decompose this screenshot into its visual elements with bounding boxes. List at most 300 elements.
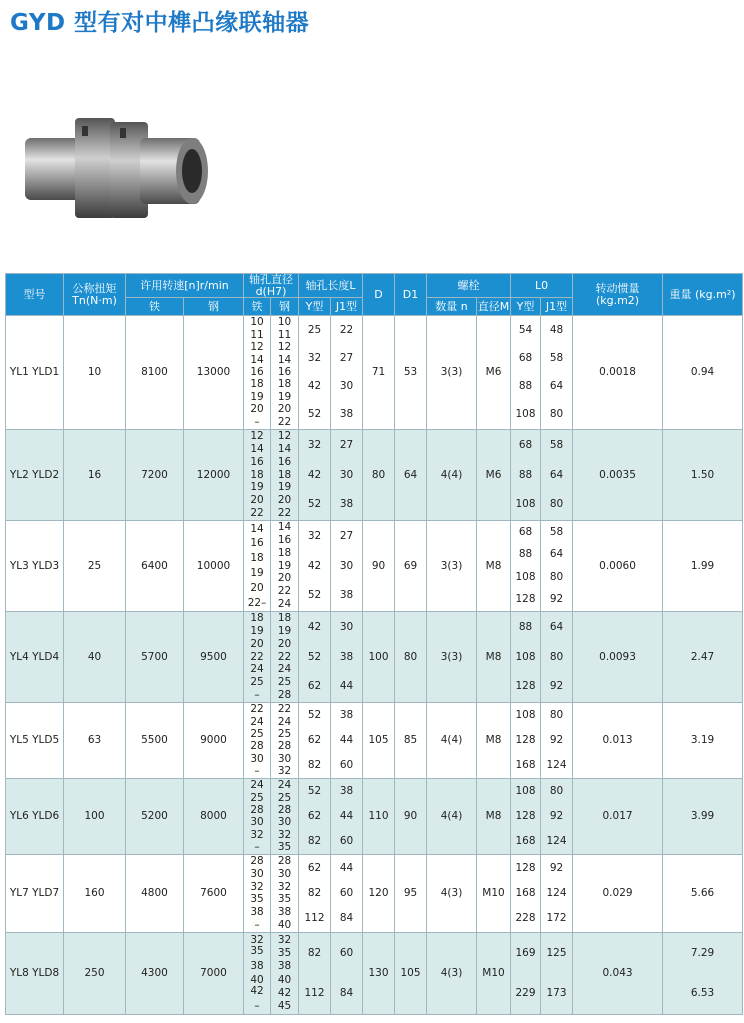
len-y-cell-value: 62 bbox=[307, 734, 322, 747]
speed-iron-cell: 8100 bbox=[126, 316, 184, 430]
l0-y-cell bbox=[511, 316, 541, 430]
bore-steel-cell-value: 20 bbox=[277, 493, 292, 506]
bore-iron-cell-value: 18 bbox=[250, 468, 264, 481]
table-row bbox=[6, 703, 743, 779]
bore-steel-cell-value: 35 bbox=[277, 947, 292, 960]
table-row bbox=[6, 316, 743, 430]
len-y-cell-value: 82 bbox=[307, 758, 322, 771]
bore-iron-cell-value: 14 bbox=[250, 353, 264, 366]
bore-iron-cell bbox=[244, 430, 271, 521]
bore-steel-cell-value: 22 bbox=[277, 650, 292, 663]
bore-iron-cell-value: 24 bbox=[250, 715, 264, 728]
l0-y-cell bbox=[511, 703, 541, 779]
speed-iron-cell: 7200 bbox=[126, 430, 184, 521]
d-cell: 90 bbox=[363, 521, 395, 612]
l0-y-cell-value: 88 bbox=[518, 620, 533, 633]
l0-y-cell-value: 68 bbox=[518, 352, 533, 365]
len-j1-cell-value: 84 bbox=[339, 987, 354, 1000]
bore-iron-cell-value: 20 bbox=[250, 637, 264, 650]
bore-steel-cell-value: 35 bbox=[277, 840, 292, 853]
bore-steel-cell-value: 30 bbox=[277, 752, 292, 765]
len-y-cell-value: 42 bbox=[307, 559, 322, 572]
len-j1-cell-value: 44 bbox=[339, 810, 354, 823]
l0-y-cell bbox=[511, 855, 541, 933]
col-len-j1: J1型 bbox=[331, 298, 363, 316]
bore-steel-cell-value: 11 bbox=[277, 328, 292, 341]
l0-y-cell bbox=[511, 430, 541, 521]
col-d: D bbox=[363, 274, 395, 316]
bore-steel-cell-value: 32 bbox=[277, 828, 292, 841]
len-j1-cell-value: 60 bbox=[339, 834, 354, 847]
col-bolt-qty: 数量 n bbox=[427, 298, 477, 316]
bore-iron-cell-value: 32 35 bbox=[250, 934, 264, 958]
col-bolt: 螺栓 bbox=[427, 274, 511, 298]
model-cell: YL2 YLD2 bbox=[6, 430, 64, 521]
len-y-cell-value: 52 bbox=[307, 498, 322, 511]
bore-iron-cell-value: 19 bbox=[250, 481, 264, 494]
model-cell: YL5 YLD5 bbox=[6, 703, 64, 779]
l0-j1-cell-value: 124 bbox=[546, 758, 567, 771]
l0-y-cell-value: 128 bbox=[515, 861, 536, 874]
l0-y-cell-value: 88 bbox=[518, 548, 533, 561]
l0-j1-cell bbox=[541, 521, 573, 612]
len-j1-cell bbox=[331, 779, 363, 855]
len-j1-cell-value: 38 bbox=[339, 408, 354, 421]
bore-iron-cell-value: 14 bbox=[250, 443, 264, 456]
len-j1-cell-value: 44 bbox=[339, 861, 354, 874]
l0-j1-cell-value: 80 bbox=[549, 570, 564, 583]
l0-y-cell-value: 88 bbox=[518, 468, 533, 481]
spec-table bbox=[5, 273, 743, 1015]
l0-j1-cell-value: 58 bbox=[549, 352, 564, 365]
len-y-cell-value: 62 bbox=[307, 810, 322, 823]
bore-steel-cell-value: 32 bbox=[277, 764, 292, 777]
col-speed-steel: 钢 bbox=[184, 298, 244, 316]
bore-iron-cell bbox=[244, 779, 271, 855]
bore-steel-cell-value: 24 bbox=[277, 715, 292, 728]
bore-steel-cell-value: 10 bbox=[277, 316, 292, 329]
bore-iron-cell-value: 28 bbox=[250, 803, 264, 816]
col-l0: L0 bbox=[511, 274, 573, 298]
bore-iron-cell-value: 30 bbox=[250, 752, 264, 765]
inertia-cell: 0.043 bbox=[573, 933, 663, 1015]
len-j1-cell-value: 27 bbox=[339, 352, 354, 365]
col-bore-iron: 铁 bbox=[244, 298, 271, 316]
len-j1-cell-value: 60 bbox=[339, 887, 354, 900]
col-speed: 许用转速[n]r/min bbox=[126, 274, 244, 298]
weight-cell: 3.19 bbox=[663, 703, 743, 779]
l0-y-cell-value: 108 bbox=[515, 570, 536, 583]
bore-iron-cell-value: – bbox=[254, 999, 260, 1012]
len-y-cell bbox=[299, 703, 331, 779]
len-j1-cell-value: 38 bbox=[339, 498, 354, 511]
bore-steel-cell-value: 14 bbox=[277, 443, 292, 456]
bore-iron-cell-value: 14 bbox=[250, 522, 264, 535]
bore-iron-cell-value: 25 bbox=[250, 791, 264, 804]
l0-y-cell-value: 108 bbox=[515, 785, 536, 798]
bore-steel-cell-value: 25 bbox=[277, 727, 292, 740]
bore-iron-cell-value: 20 bbox=[250, 493, 264, 506]
inertia-cell: 0.0018 bbox=[573, 316, 663, 430]
len-y-cell-value: 52 bbox=[307, 650, 322, 663]
torque-cell: 250 bbox=[64, 933, 126, 1015]
bore-iron-cell bbox=[244, 933, 271, 1015]
inertia-cell: 0.0093 bbox=[573, 612, 663, 703]
len-y-cell-value: 42 bbox=[307, 380, 322, 393]
len-j1-cell-value: 38 bbox=[339, 650, 354, 663]
table-row bbox=[6, 521, 743, 612]
model-cell: YL1 YLD1 bbox=[6, 316, 64, 430]
bore-iron-cell-value: 32 bbox=[250, 828, 264, 841]
model-cell: YL7 YLD7 bbox=[6, 855, 64, 933]
l0-y-cell-value: 128 bbox=[515, 810, 536, 823]
torque-cell: 10 bbox=[64, 316, 126, 430]
inertia-cell: 0.0060 bbox=[573, 521, 663, 612]
len-y-cell bbox=[299, 430, 331, 521]
len-y-cell-value: 25 bbox=[307, 324, 322, 337]
l0-j1-cell-value: 64 bbox=[549, 468, 564, 481]
len-j1-cell bbox=[331, 703, 363, 779]
l0-j1-cell-value: 80 bbox=[549, 785, 564, 798]
bore-iron-cell-value: 35 bbox=[250, 893, 264, 906]
bore-steel-cell-value: 24 bbox=[277, 779, 292, 792]
len-j1-cell-value: 38 bbox=[339, 785, 354, 798]
speed-iron-cell: 4800 bbox=[126, 855, 184, 933]
d-cell: 110 bbox=[363, 779, 395, 855]
len-y-cell bbox=[299, 855, 331, 933]
speed-steel-cell: 12000 bbox=[184, 430, 244, 521]
len-y-cell-value: 52 bbox=[307, 785, 322, 798]
l0-j1-cell bbox=[541, 430, 573, 521]
len-y-cell-value: 42 bbox=[307, 468, 322, 481]
bore-steel-cell-value: 22 bbox=[277, 415, 292, 428]
l0-j1-cell-value: 64 bbox=[549, 380, 564, 393]
l0-j1-cell-value: 124 bbox=[546, 834, 567, 847]
bore-iron-cell-value: 11 bbox=[250, 328, 264, 341]
len-y-cell-value: 52 bbox=[307, 408, 322, 421]
model-cell: YL3 YLD3 bbox=[6, 521, 64, 612]
len-j1-cell-value: 27 bbox=[339, 438, 354, 451]
d1-cell: 53 bbox=[395, 316, 427, 430]
bore-steel-cell-value: 28 bbox=[277, 688, 292, 701]
bolt-dia-cell: M8 bbox=[477, 703, 511, 779]
l0-y-cell-value: 128 bbox=[515, 734, 536, 747]
len-j1-cell bbox=[331, 316, 363, 430]
torque-cell: 16 bbox=[64, 430, 126, 521]
bolt-qty-cell: 4(4) bbox=[427, 703, 477, 779]
bore-steel-cell-value: 12 bbox=[277, 341, 292, 354]
bore-iron-cell bbox=[244, 855, 271, 933]
len-y-cell-value: 62 bbox=[307, 680, 322, 693]
bore-iron-cell-value: 19 bbox=[250, 566, 264, 579]
col-l0-y: Y型 bbox=[511, 298, 541, 316]
l0-j1-cell-value: 173 bbox=[546, 987, 567, 1000]
d-cell: 80 bbox=[363, 430, 395, 521]
bore-steel-cell-value: 18 bbox=[277, 546, 292, 559]
bore-steel-cell-value: 28 bbox=[277, 740, 292, 753]
bore-iron-cell bbox=[244, 703, 271, 779]
table-row bbox=[6, 933, 743, 1015]
bore-iron-cell-value: 22 bbox=[250, 650, 264, 663]
len-j1-cell bbox=[331, 933, 363, 1015]
len-y-cell-value: 52 bbox=[307, 589, 322, 602]
l0-y-cell-value: 228 bbox=[515, 912, 536, 925]
bore-iron-cell-value: 22 bbox=[250, 703, 264, 716]
d-cell: 71 bbox=[363, 316, 395, 430]
bore-iron-cell-value: 40 42 bbox=[250, 974, 264, 998]
bolt-qty-cell: 3(3) bbox=[427, 612, 477, 703]
bore-iron-cell-value: 16 bbox=[250, 455, 264, 468]
bore-iron-cell-value: 20 bbox=[250, 403, 264, 416]
bolt-qty-cell: 3(3) bbox=[427, 316, 477, 430]
bore-steel-cell-value: 18 bbox=[277, 378, 292, 391]
inertia-cell: 0.013 bbox=[573, 703, 663, 779]
speed-iron-cell: 5500 bbox=[126, 703, 184, 779]
bore-steel-cell-value: 25 bbox=[277, 791, 292, 804]
weight-cell: 5.66 bbox=[663, 855, 743, 933]
len-y-cell bbox=[299, 779, 331, 855]
bore-steel-cell-value: 19 bbox=[277, 390, 292, 403]
l0-y-cell-value: 128 bbox=[515, 592, 536, 605]
l0-j1-cell-value: 92 bbox=[549, 592, 564, 605]
l0-y-cell-value: 108 bbox=[515, 498, 536, 511]
d1-cell: 80 bbox=[395, 612, 427, 703]
bore-steel-cell-value: 38 bbox=[277, 906, 292, 919]
bolt-dia-cell: M8 bbox=[477, 521, 511, 612]
l0-y-cell-value: 108 bbox=[515, 408, 536, 421]
l0-j1-cell-value: 80 bbox=[549, 709, 564, 722]
d1-cell: 95 bbox=[395, 855, 427, 933]
bore-iron-cell-value: – bbox=[254, 688, 260, 701]
bolt-dia-cell: M6 bbox=[477, 430, 511, 521]
weight-value: 7.29 bbox=[690, 947, 715, 960]
len-y-cell-value: 82 bbox=[307, 834, 322, 847]
l0-j1-cell-value: 64 bbox=[549, 620, 564, 633]
col-bore: 轴孔直径 d(H7) bbox=[244, 274, 299, 298]
l0-y-cell-value: 108 bbox=[515, 650, 536, 663]
l0-j1-cell-value: 92 bbox=[549, 734, 564, 747]
bore-steel-cell bbox=[271, 612, 299, 703]
len-y-cell bbox=[299, 933, 331, 1015]
bore-steel-cell-value: 38 bbox=[277, 960, 292, 973]
bore-iron-cell-value: 12 bbox=[250, 430, 264, 443]
col-length: 轴孔长度L bbox=[299, 274, 363, 298]
l0-j1-cell bbox=[541, 933, 573, 1015]
col-model: 型号 bbox=[6, 274, 64, 316]
bore-iron-cell-value: 16 bbox=[250, 366, 264, 379]
l0-y-cell bbox=[511, 521, 541, 612]
bore-iron-cell-value: 18 bbox=[250, 552, 264, 565]
torque-cell: 160 bbox=[64, 855, 126, 933]
l0-y-cell-value: 128 bbox=[515, 680, 536, 693]
bolt-dia-cell: M10 bbox=[477, 933, 511, 1015]
bore-iron-cell-value: 28 bbox=[250, 855, 264, 868]
bore-steel-cell-value: 18 bbox=[277, 468, 292, 481]
bore-steel-cell-value: 40 bbox=[277, 918, 292, 931]
table-row bbox=[6, 779, 743, 855]
bore-steel-cell-value: 35 bbox=[277, 893, 292, 906]
d1-cell: 64 bbox=[395, 430, 427, 521]
bore-steel-cell-value: 22 bbox=[277, 506, 292, 519]
model-cell: YL6 YLD6 bbox=[6, 779, 64, 855]
l0-y-cell-value: 168 bbox=[515, 834, 536, 847]
bore-steel-cell bbox=[271, 703, 299, 779]
len-j1-cell-value: 38 bbox=[339, 589, 354, 602]
len-j1-cell bbox=[331, 430, 363, 521]
bore-steel-cell-value: 24 bbox=[277, 597, 292, 610]
bore-iron-cell-value: 28 bbox=[250, 740, 264, 753]
len-j1-cell bbox=[331, 521, 363, 612]
l0-j1-cell-value: 48 bbox=[549, 324, 564, 337]
len-y-cell-value: 82 bbox=[307, 887, 322, 900]
bore-iron-cell-value: 38 bbox=[250, 959, 264, 972]
len-j1-cell-value: 30 bbox=[339, 559, 354, 572]
d-cell: 105 bbox=[363, 703, 395, 779]
bore-iron-cell-value: 32 bbox=[250, 880, 264, 893]
bore-steel-cell bbox=[271, 521, 299, 612]
bore-steel-cell bbox=[271, 779, 299, 855]
d-cell: 120 bbox=[363, 855, 395, 933]
len-y-cell-value: 52 bbox=[307, 709, 322, 722]
len-j1-cell-value: 44 bbox=[339, 734, 354, 747]
bore-iron-cell-value: – bbox=[254, 840, 260, 853]
bore-iron-cell-value: – bbox=[254, 764, 260, 777]
bore-steel-cell-value: 45 bbox=[277, 1000, 292, 1013]
torque-cell: 40 bbox=[64, 612, 126, 703]
bore-steel-cell bbox=[271, 316, 299, 430]
l0-j1-cell-value: 124 bbox=[546, 887, 567, 900]
col-inertia: 转动惯量 (kg.m2) bbox=[573, 274, 663, 316]
weight-cell: 2.47 bbox=[663, 612, 743, 703]
inertia-cell: 0.029 bbox=[573, 855, 663, 933]
col-bolt-dia: 直径M bbox=[477, 298, 511, 316]
speed-steel-cell: 7600 bbox=[184, 855, 244, 933]
inertia-cell: 0.0035 bbox=[573, 430, 663, 521]
bore-iron-cell-value: 30 bbox=[250, 816, 264, 829]
len-j1-cell-value: 38 bbox=[339, 709, 354, 722]
bore-steel-cell bbox=[271, 855, 299, 933]
len-y-cell bbox=[299, 316, 331, 430]
bore-iron-cell-value: 38 bbox=[250, 906, 264, 919]
bore-steel-cell-value: 14 bbox=[277, 353, 292, 366]
bore-iron-cell-value: 22 bbox=[250, 506, 264, 519]
bore-steel-cell-value: 16 bbox=[277, 366, 292, 379]
bore-steel-cell-value: 18 bbox=[277, 612, 292, 625]
l0-y-cell-value: 168 bbox=[515, 887, 536, 900]
bore-steel-cell-value: 19 bbox=[277, 559, 292, 572]
bore-iron-cell-value: 20 bbox=[250, 581, 264, 594]
len-j1-cell-value: 30 bbox=[339, 620, 354, 633]
l0-j1-cell-value: 64 bbox=[549, 548, 564, 561]
bolt-qty-cell: 3(3) bbox=[427, 521, 477, 612]
len-y-cell-value: 112 bbox=[304, 987, 325, 1000]
col-speed-iron: 铁 bbox=[126, 298, 184, 316]
l0-y-cell bbox=[511, 779, 541, 855]
speed-iron-cell: 5200 bbox=[126, 779, 184, 855]
l0-y-cell bbox=[511, 612, 541, 703]
weight-cell: 3.99 bbox=[663, 779, 743, 855]
l0-j1-cell bbox=[541, 703, 573, 779]
bore-steel-cell-value: 16 bbox=[277, 534, 292, 547]
bore-iron-cell-value: 19 bbox=[250, 625, 264, 638]
l0-j1-cell-value: 58 bbox=[549, 526, 564, 539]
speed-iron-cell: 4300 bbox=[126, 933, 184, 1015]
page-title: GYD 型有对中榫凸缘联轴器 bbox=[10, 10, 310, 36]
col-len-y: Y型 bbox=[299, 298, 331, 316]
l0-j1-cell-value: 80 bbox=[549, 408, 564, 421]
bore-iron-cell-value: 25 bbox=[250, 675, 264, 688]
bore-steel-cell-value: 19 bbox=[277, 481, 292, 494]
len-j1-cell-value: 22 bbox=[339, 324, 354, 337]
speed-iron-cell: 6400 bbox=[126, 521, 184, 612]
model-cell: YL4 YLD4 bbox=[6, 612, 64, 703]
len-j1-cell-value: 30 bbox=[339, 380, 354, 393]
l0-j1-cell-value: 125 bbox=[546, 947, 567, 960]
bore-iron-cell-value: 19 bbox=[250, 390, 264, 403]
d-cell: 130 bbox=[363, 933, 395, 1015]
bore-iron-cell bbox=[244, 521, 271, 612]
speed-steel-cell: 7000 bbox=[184, 933, 244, 1015]
bore-steel-cell-value: 28 bbox=[277, 803, 292, 816]
bore-iron-cell bbox=[244, 612, 271, 703]
bore-steel-cell bbox=[271, 430, 299, 521]
len-y-cell-value: 32 bbox=[307, 438, 322, 451]
bore-steel-cell bbox=[271, 933, 299, 1015]
d1-cell: 69 bbox=[395, 521, 427, 612]
l0-y-cell-value: 88 bbox=[518, 380, 533, 393]
bore-iron-cell-value: 25 bbox=[250, 727, 264, 740]
l0-y-cell bbox=[511, 933, 541, 1015]
l0-y-cell-value: 229 bbox=[515, 987, 536, 1000]
bore-iron-cell-value: 30 bbox=[250, 868, 264, 881]
speed-steel-cell: 9000 bbox=[184, 703, 244, 779]
weight-cell bbox=[663, 933, 743, 1015]
len-y-cell bbox=[299, 612, 331, 703]
l0-y-cell-value: 68 bbox=[518, 526, 533, 539]
len-y-cell-value: 32 bbox=[307, 352, 322, 365]
bore-steel-cell-value: 20 bbox=[277, 572, 292, 585]
bore-steel-cell-value: 32 bbox=[277, 933, 292, 946]
l0-j1-cell-value: 80 bbox=[549, 498, 564, 511]
bore-iron-cell-value: 18 bbox=[250, 378, 264, 391]
bolt-qty-cell: 4(3) bbox=[427, 855, 477, 933]
speed-steel-cell: 13000 bbox=[184, 316, 244, 430]
len-y-cell-value: 82 bbox=[307, 947, 322, 960]
len-j1-cell-value: 44 bbox=[339, 680, 354, 693]
bolt-dia-cell: M8 bbox=[477, 779, 511, 855]
len-j1-cell bbox=[331, 612, 363, 703]
len-y-cell-value: 42 bbox=[307, 620, 322, 633]
bore-steel-cell-value: 30 bbox=[277, 816, 292, 829]
bore-steel-cell-value: 20 bbox=[277, 403, 292, 416]
l0-y-cell-value: 169 bbox=[515, 947, 536, 960]
l0-j1-cell bbox=[541, 779, 573, 855]
bore-steel-cell-value: 20 bbox=[277, 637, 292, 650]
l0-j1-cell bbox=[541, 316, 573, 430]
bore-steel-cell-value: 22 bbox=[277, 584, 292, 597]
col-d1: D1 bbox=[395, 274, 427, 316]
bore-iron-cell-value: 24 bbox=[250, 779, 264, 792]
weight-value: 6.53 bbox=[690, 987, 715, 1000]
l0-y-cell-value: 68 bbox=[518, 438, 533, 451]
l0-j1-cell bbox=[541, 612, 573, 703]
speed-steel-cell: 9500 bbox=[184, 612, 244, 703]
table-row bbox=[6, 855, 743, 933]
len-j1-cell bbox=[331, 855, 363, 933]
len-j1-cell-value: 60 bbox=[339, 947, 354, 960]
bore-iron-cell-value: – bbox=[254, 918, 260, 931]
bore-steel-cell-value: 40 bbox=[277, 973, 292, 986]
